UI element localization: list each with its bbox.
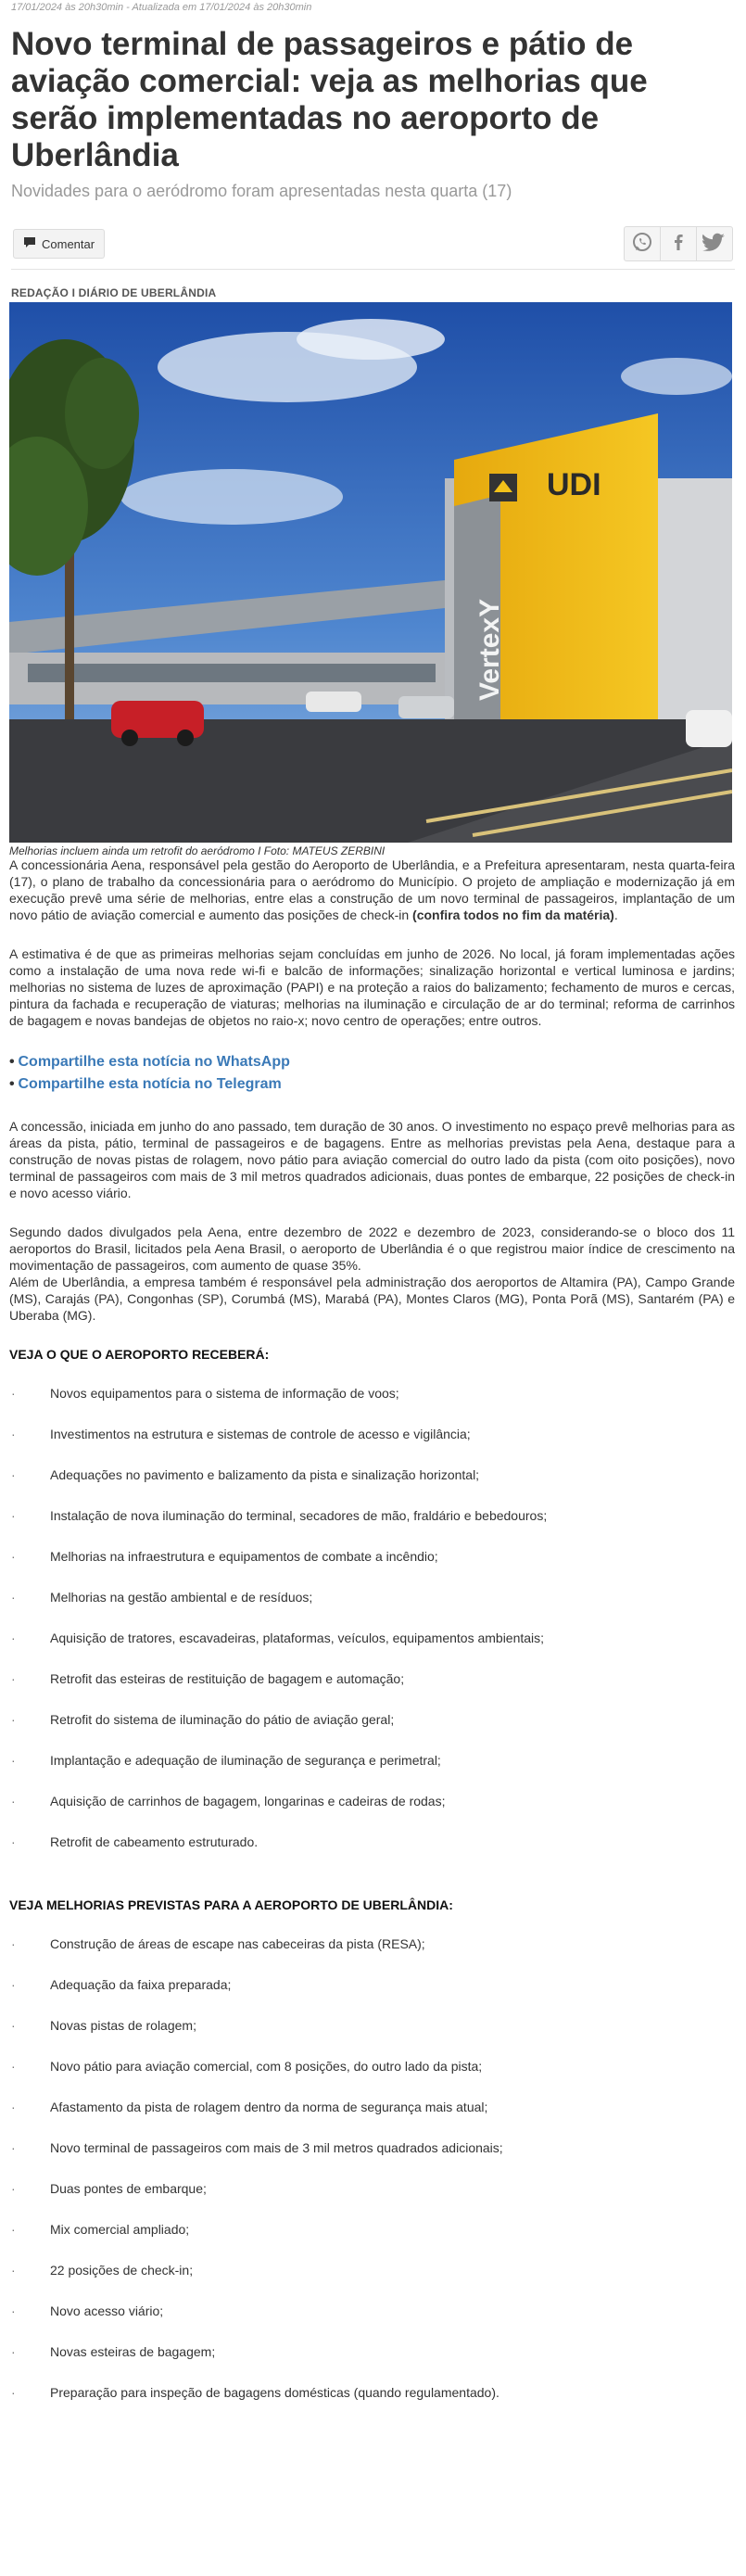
bullet: · [11,1671,16,1686]
list-item: · Retrofit do sistema de iluminação do pátio de aviação geral; [11,1712,395,1727]
bullet: · [11,2344,16,2359]
bullet: · [11,2059,16,2074]
list-item: · Duas pontes de embarque; [11,2181,207,2196]
bullet: · [11,1753,16,1768]
whatsapp-icon [631,231,653,258]
list-item: · Construção de áreas de escape nas cabeceiras da pista (RESA); [11,1936,425,1951]
bullet: · [11,2222,16,2237]
bullet: · [11,1631,16,1645]
tower-banner: VertexY [474,598,505,701]
comment-icon [23,236,36,251]
bullet: · [11,1834,16,1849]
list-item: · Aquisição de carrinhos de bagagem, longarinas e cadeiras de rodas; [11,1794,446,1808]
list-item: · Preparação para inspeção de bagagens domésticas (quando regulamentado). [11,2385,499,2400]
udi-sign: UDI [547,467,601,502]
comment-label: Comentar [42,236,95,251]
list-item: · Aquisição de tratores, escavadeiras, plataformas, veículos, equipamentos ambientais; [11,1631,545,1645]
paragraph-intro: A concessionária Aena, responsável pela gestão do Aeroporto de Uberlândia, e a Prefeitura apresentaram, nesta quarta-feira (17), o plano de trabalho da concessionária para o aeródromo do Município. O projeto de ampliação e modernização já em execução prevê uma série de melhorias, entre elas a construção de um novo terminal de passageiros, implantação de um novo pátio de aviação comercial e aumento das posições de check-in (confira todos no fim da matéria). [9,857,735,922]
facebook-share-button[interactable] [661,227,697,260]
bullet: · [11,2263,16,2278]
bullet: • [9,1076,15,1092]
bullet: · [11,2303,16,2318]
byline: REDAÇÃO I DIÁRIO DE UBERLÂNDIA [11,286,217,299]
section-title-receive: VEJA O QUE O AEROPORTO RECEBERÁ: [9,1347,270,1362]
bullet: · [11,1386,16,1401]
list-item: · Novo terminal de passageiros com mais de 3 mil metros quadrados adicionais; [11,2140,503,2155]
header-divider [11,269,735,270]
bullet: · [11,1590,16,1605]
planned-list [9,1935,735,2401]
list-item: · Investimentos na estrutura e sistemas de controle de acesso e vigilância; [11,1427,471,1441]
bullet: · [11,2018,16,2033]
article-body [9,857,735,2425]
list-item: · Novos equipamentos para o sistema de informação de voos; [11,1386,399,1401]
paragraph-other-airports: Além de Uberlândia, a empresa também é responsável pela administração dos aeroportos de Altamira (PA), Campo Grande (MS), Carajás (PA), Congonhas (SP), Corumbá (MS), Marabá (PA), Montes Claros (MG), Ponta Porã (MS), Santarém (PA) e Uberaba (MG). [9,1275,735,1323]
list-item: · Novas pistas de rolagem; [11,2018,196,2033]
list-item: · Melhorias na infraestrutura e equipamentos de combate a incêndio; [11,1549,438,1564]
list-item: · Retrofit das esteiras de restituição de bagagem e automação; [11,1671,405,1686]
list-item: · Adequação da faixa preparada; [11,1977,232,1992]
see-all-note: (confira todos no fim da matéria) [412,907,614,922]
comment-button[interactable] [13,229,105,259]
bullet: · [11,2181,16,2196]
bullet: · [11,1794,16,1808]
share-links [9,1051,735,1096]
whatsapp-share-link[interactable]: Compartilhe esta notícia no WhatsApp [18,1054,290,1070]
paragraph-growth: Segundo dados divulgados pela Aena, entre dezembro de 2022 e dezembro de 2023, considerando-se o bloco dos 11 aeroportos do Brasil, licitados pela Aena Brasil, o aeroporto de Uberlândia é o que registrou maior índice de crescimento na movimentação de passageiros, com aumento de quase 35%. [9,1225,735,1273]
bullet: · [11,1712,16,1727]
twitter-share-button[interactable] [697,227,732,260]
bullet: · [11,1508,16,1523]
list-item: · Melhorias na gestão ambiental e de resíduos; [11,1590,313,1605]
list-item: · 22 posições de check-in; [11,2263,194,2278]
list-item: · Retrofit de cabeamento estruturado. [11,1834,259,1849]
bullet: · [11,1977,16,1992]
list-item: · Novas esteiras de bagagem; [11,2344,216,2359]
whatsapp-share-button[interactable] [625,227,661,260]
list-item: · Novo acesso viário; [11,2303,164,2318]
list-item: · Afastamento da pista de rolagem dentro da norma de segurança mais atual; [11,2100,488,2114]
paragraph-concession: A concessão, iniciada em junho do ano passado, tem duração de 30 anos. O investimento no espaço prevê melhorias para as áreas da pista, pátio, terminal de passageiros e de bagagens. Entre as melhorias previstas pela Aena, destaque para a construção de novas pistas de rolagem, novo pátio para aviação comercial do outro lado da pista (com oito posições), novo terminal de passageiros com mais de 3 mil metros quadrados adicionais, duas pontes de embarque, 22 posições de check-in e novo acesso viário. [9,1119,735,1200]
list-item: · Instalação de nova iluminação do terminal, secadores de mão, fraldário e bebedouros; [11,1508,548,1523]
bullet: • [9,1054,15,1070]
receive-list [9,1385,735,1850]
article-subtitle: Novidades para o aeródromo foram apresentadas nesta quarta (17) [11,182,512,200]
bullet: · [11,2385,16,2400]
share-buttons [624,226,733,261]
bullet: · [11,2140,16,2155]
list-item: · Adequações no pavimento e balizamento da pista e sinalização horizontal; [11,1467,480,1482]
article-headline: Novo terminal de passageiros e pátio de aviação comercial: veja as melhorias que serão implementadas no aeroporto de Uberlândia [11,26,648,173]
twitter-bird-icon [702,232,727,257]
bullet: · [11,1467,16,1482]
image-caption: Melhorias incluem ainda um retrofit do aeródromo I Foto: MATEUS ZERBINI [9,844,386,857]
bullet: · [11,1936,16,1951]
list-item: · Implantação e adequação de iluminação de segurança e perimetral; [11,1753,441,1768]
paragraph-estimate: A estimativa é de que as primeiras melhorias sejam concluídas em junho de 2026. No local, já foram implementadas ações como a instalação de uma nova rede wi-fi e balcão de informações; sinalização horizontal e vertical luminosa e jardins; melhorias no sistema de luzes de aproximação (PAPI) e na proteção a raios do balizamento; fechamento de muros e cercas, pintura da fachada e recuperação de viaturas; melhorias na iluminação e circulação de ar do terminal; reforma de carrinhos de bagagem e novas bandejas de objetos no raio-x; novo centro de operações; entre outros. [9,946,735,1028]
bullet: · [11,1427,16,1441]
publish-meta: 17/01/2024 às 20h30min - Atualizada em 17/01/2024 às 20h30min [11,2,312,13]
facebook-icon [667,231,689,258]
telegram-share-link[interactable]: Compartilhe esta notícia no Telegram [18,1076,282,1092]
list-item: · Novo pátio para aviação comercial, com 8 posições, do outro lado da pista; [11,2059,483,2074]
list-item: · Mix comercial ampliado; [11,2222,190,2237]
bullet: · [11,2100,16,2114]
bullet: · [11,1549,16,1564]
hero-photo [9,302,732,843]
section-title-planned: VEJA MELHORIAS PREVISTAS PARA A AEROPORTO DE UBERLÂNDIA: [9,1897,453,1912]
